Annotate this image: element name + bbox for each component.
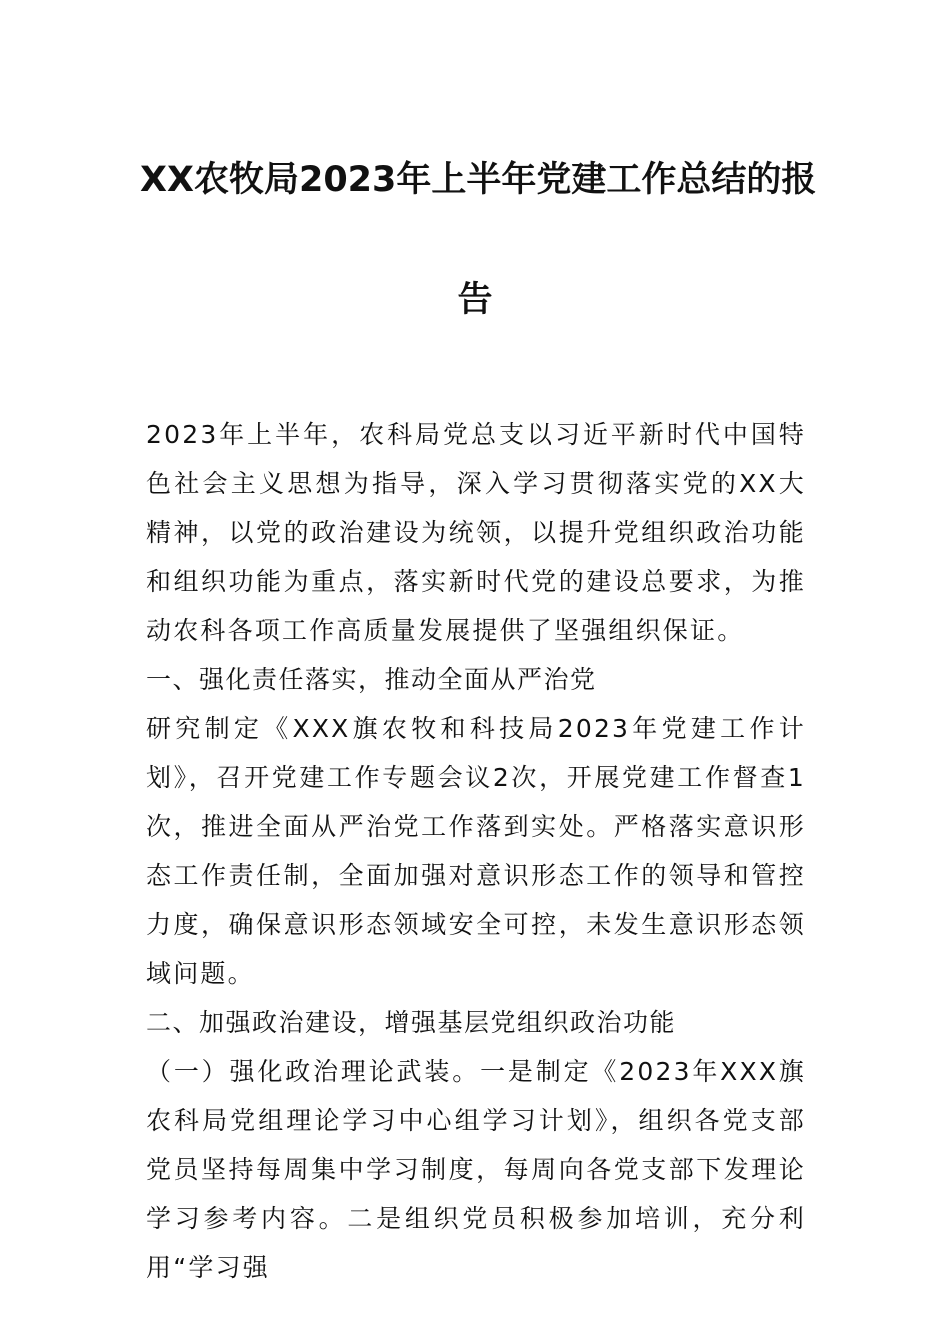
section-heading-2: 二、加强政治建设，增强基层党组织政治功能 bbox=[146, 1008, 677, 1037]
intro-paragraph: 2023年上半年，农科局党总支以习近平新时代中国特色社会主义思想为指导，深入学习贯彻落实党的XX大精神，以党的政治建设为统领，以提升党组织政治功能和组织功能为重点，落实新时代党的建设总要求，为推动农科各项工作高质量发展提供了坚强组织保证。 bbox=[146, 420, 806, 645]
section-1-paragraph: 研究制定《XXX旗农牧和科技局2023年党建工作计划》，召开党建工作专题会议2次，开展党建工作督查1次，推进全面从严治党工作落到实处。严格落实意识形态工作责任制，全面加强对意识形态工作的领导和管控力度，确保意识形态领域安全可控，未发生意识形态领域问题。 bbox=[146, 714, 806, 988]
document-title-line-2: 告 bbox=[457, 280, 493, 320]
section-heading-1: 一、强化责任落实，推动全面从严治党 bbox=[146, 665, 597, 694]
section-2-paragraph: （一）强化政治理论武装。一是制定《2023年XXX旗农科局党组理论学习中心组学习计划》，组织各党支部党员坚持每周集中学习制度，每周向各党支部下发理论学习参考内容。二是组织党员积极参加培训，充分利用“学习强 bbox=[146, 1057, 806, 1282]
document-title-line-1: XX农牧局2023年上半年党建工作总结的报 bbox=[140, 160, 817, 200]
document-body bbox=[146, 410, 806, 1292]
